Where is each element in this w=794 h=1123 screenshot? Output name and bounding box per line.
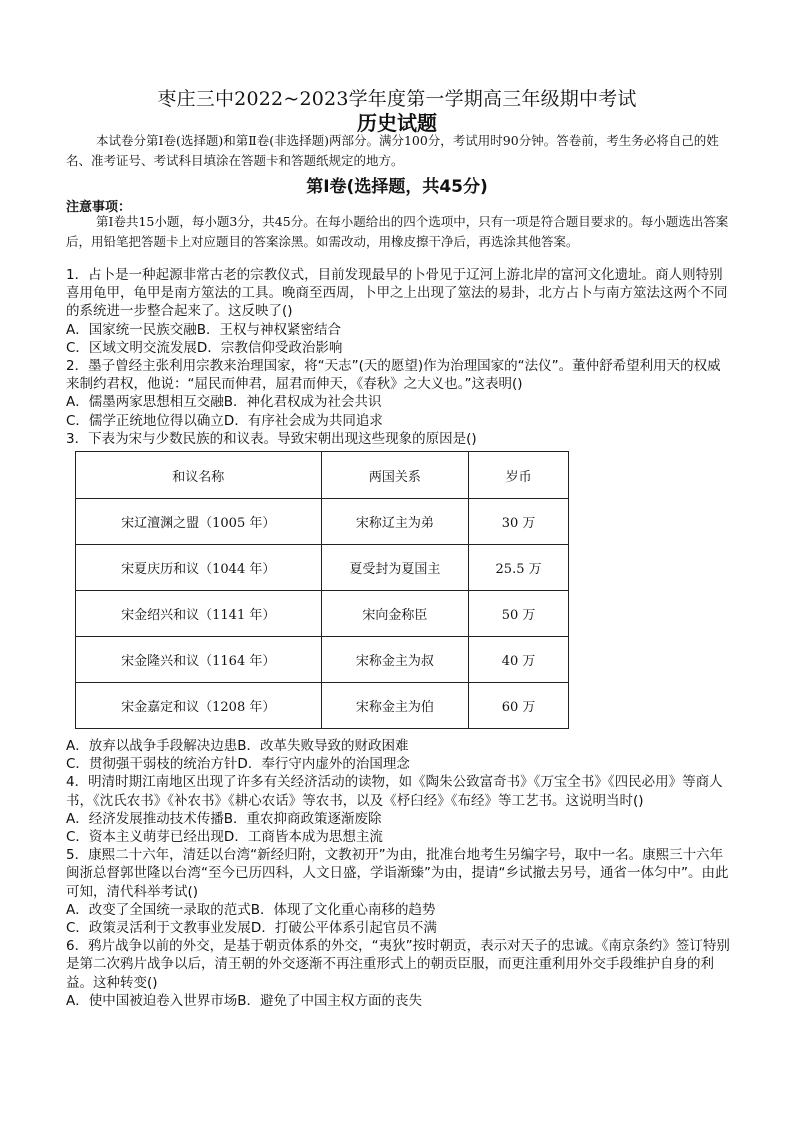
question-line: A．使中国被迫卷入世界市场B．避免了中国主权方面的丧失 bbox=[66, 992, 422, 1009]
table-cell: 宋称金主为叔 bbox=[321, 637, 469, 683]
question-line: C．政策灵活利于文教事业发展D．打破公平体系引起官员不满 bbox=[66, 920, 437, 937]
column-header: 岁币 bbox=[469, 452, 569, 499]
question-line: C．贯彻强干弱枝的统治方针D．奉行守内虚外的治国理念 bbox=[66, 756, 410, 773]
table-cell: 40 万 bbox=[469, 637, 569, 683]
table-cell: 宋向金称臣 bbox=[321, 591, 469, 637]
column-header: 两国关系 bbox=[321, 452, 469, 499]
column-header: 和议名称 bbox=[76, 452, 322, 499]
questions-block-1 bbox=[66, 266, 730, 448]
notice-text: 第Ⅰ卷共15小题，每小题3分，共45分。在每小题给出的四个选项中，只有一项是符合题目要求的。每小题选出答案后，用铅笔把答题卡上对应题目的答案涂黑。如需改动，用橡皮擦干净后，再选涂其他答案。 bbox=[66, 214, 729, 249]
question-line: A．经济发展推动技术传播B．重农抑商政策逐渐废除 bbox=[66, 810, 382, 827]
table-row bbox=[76, 545, 569, 591]
table-row bbox=[76, 637, 569, 683]
treaty-table bbox=[75, 451, 569, 729]
question-line: C．区域文明交流发展D．宗教信仰受政治影响 bbox=[66, 339, 343, 356]
table-row bbox=[76, 499, 569, 545]
table-cell: 宋金隆兴和议（1164 年） bbox=[76, 637, 322, 683]
question-line: C．儒学正统地位得以确立D．有序社会成为共同追求 bbox=[66, 412, 383, 429]
question-line: A．国家统一民族交融B．王权与神权紧密结合 bbox=[66, 321, 341, 338]
table-row bbox=[76, 591, 569, 637]
table-cell: 30 万 bbox=[469, 499, 569, 545]
table-row bbox=[76, 683, 569, 729]
question-line: C．资本主义萌芽已经出现D．工商皆本成为思想主流 bbox=[66, 829, 383, 846]
exam-title: 枣庄三中2022~2023学年度第一学期高三年级期中考试 bbox=[157, 88, 637, 110]
table-cell: 60 万 bbox=[469, 683, 569, 729]
question-line: A．改变了全国统一录取的范式B．体现了文化重心南移的趋势 bbox=[66, 901, 436, 918]
question-line: A．放弃以战争手段解决边患B．改革失败导致的财政困难 bbox=[66, 738, 409, 754]
question-line: 3．下表为宋与少数民族的和议表。导致宋朝出现这些现象的原因是() bbox=[66, 430, 477, 447]
subject-title: 历史试题 bbox=[357, 111, 437, 135]
questions-block-2 bbox=[66, 737, 730, 1010]
table-cell: 夏受封为夏国主 bbox=[321, 545, 469, 591]
question-line: 1．占卜是一种起源非常古老的宗教仪式，目前发现最早的卜骨见于辽河上游北岸的富河文化遗址。商人则特别喜用龟甲，龟甲是南方筮法的工具。晚商至西周，卜甲之上出现了筮法的易卦，北方占卜与南方筮法这两个不同的系统进一步整合起来了。这反映了() bbox=[66, 267, 728, 320]
table-cell: 25.5 万 bbox=[469, 545, 569, 591]
notice-heading: 注意事项： bbox=[66, 200, 132, 215]
table-cell: 50 万 bbox=[469, 591, 569, 637]
table-cell: 宋夏庆历和议（1044 年） bbox=[76, 545, 322, 591]
table-cell: 宋辽澶渊之盟（1005 年） bbox=[76, 499, 322, 545]
table-cell: 宋称辽主为弟 bbox=[321, 499, 469, 545]
question-line: 6．鸦片战争以前的外交，是基于朝贡体系的外交，“夷狄”按时朝贡，表示对天子的忠诚。《南京条约》签订特别是第二次鸦片战争以后，清王朝的外交逐渐不再注重形式上的朝贡臣服，而更注重利用外交手段维护自身的利益。这种转变() bbox=[66, 938, 730, 991]
table-cell: 宋称金主为伯 bbox=[321, 683, 469, 729]
table-header-row bbox=[76, 452, 569, 499]
question-line: 2．墨子曾经主张利用宗教来治理国家，将“天志”(天的愿望)作为治理国家的“法仪”。董仲舒希望利用天的权威来制约君权，他说：“屈民而伸君，屈君而伸天，《春秋》之大义也。”这表明() bbox=[66, 358, 721, 393]
question-line: 4．明清时期江南地区出现了许多有关经济活动的读物，如《陶朱公致富奇书》《万宝全书》《四民必用》等商人书，《沈氏农书》《补农书》《耕心农话》等农书，以及《杼臼经》《布经》等工艺书。这说明当时() bbox=[66, 774, 723, 809]
exam-intro: 本试卷分第Ⅰ卷(选择题)和第Ⅱ卷(非选择题)两部分。满分100分，考试用时90分钟。答卷前，考生务必将自己的姓名、准考证号、考试科目填涂在答题卡和答题纸规定的地方。 bbox=[66, 133, 719, 168]
section-title: 第Ⅰ卷(选择题，共45分) bbox=[306, 177, 488, 197]
question-line: A．儒墨两家思想相互交融B．神化君权成为社会共识 bbox=[66, 394, 382, 411]
table-cell: 宋金嘉定和议（1208 年） bbox=[76, 683, 322, 729]
table-cell: 宋金绍兴和议（1141 年） bbox=[76, 591, 322, 637]
question-line: 5．康熙二十六年，清廷以台湾“新经归附，文教初开”为由，批准台地考生另编字号，取中一名。康熙三十六年闽浙总督郭世隆以台湾“至今已历四科，人文日盛，学诣渐臻”为由，提请“乡试撤去另号，通省一体匀中”。由此可知，清代科举考试() bbox=[66, 847, 729, 900]
